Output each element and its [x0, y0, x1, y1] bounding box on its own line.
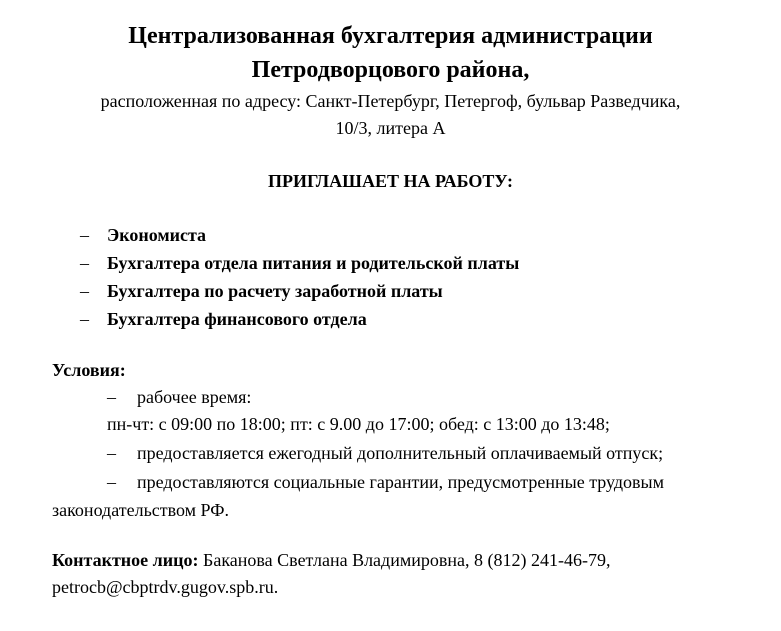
work-time-label: рабочее время:	[137, 387, 252, 407]
guarantees-continuation: законодательством РФ.	[52, 500, 229, 520]
dash-bullet: –	[107, 472, 116, 492]
dash-bullet: –	[80, 281, 89, 301]
list-item	[80, 249, 519, 277]
contact-label: Контактное лицо:	[52, 550, 199, 570]
condition-guarantees	[107, 469, 664, 495]
dash-bullet: –	[107, 443, 116, 463]
conditions-heading: Условия:	[52, 360, 126, 380]
contact-person: Баканова Светлана Владимировна, 8 (812) 241-46-79,	[198, 550, 611, 570]
dash-bullet: –	[80, 309, 89, 329]
organization-title-line1: Централизованная бухгалтерия администрации	[128, 23, 653, 49]
position-label: Бухгалтера отдела питания и родительской платы	[107, 253, 520, 273]
address-line1: расположенная по адресу: Санкт-Петербург, Петергоф, бульвар Разведчика,	[100, 91, 681, 111]
list-item	[80, 277, 519, 305]
guarantees-text: предоставляются социальные гарантии, предусмотренные трудовым	[137, 472, 665, 492]
invite-heading: ПРИГЛАШАЕТ НА РАБОТУ:	[268, 171, 513, 191]
organization-title-line2: Петродворцового района,	[251, 57, 530, 83]
condition-work-time-label	[107, 384, 251, 410]
list-item	[80, 305, 519, 333]
address-line2: 10/3, литера А	[335, 118, 446, 138]
dash-bullet: –	[80, 253, 89, 273]
condition-vacation	[107, 440, 663, 466]
positions-list	[80, 221, 519, 333]
work-time-value: пн-чт: с 09:00 по 18:00; пт: с 9.00 до 17:00; обед: с 13:00 до 13:48;	[107, 414, 610, 434]
position-label: Бухгалтера по расчету заработной платы	[107, 281, 443, 301]
position-label: Бухгалтера финансового отдела	[107, 309, 367, 329]
position-label: Экономиста	[107, 225, 207, 245]
vacation-text: предоставляется ежегодный дополнительный оплачиваемый отпуск;	[137, 443, 664, 463]
contact-email: petrocb@cbptrdv.gugov.spb.ru.	[52, 577, 279, 597]
dash-bullet: –	[80, 225, 89, 245]
contact-line	[52, 547, 610, 573]
list-item	[80, 221, 519, 249]
dash-bullet: –	[107, 387, 116, 407]
